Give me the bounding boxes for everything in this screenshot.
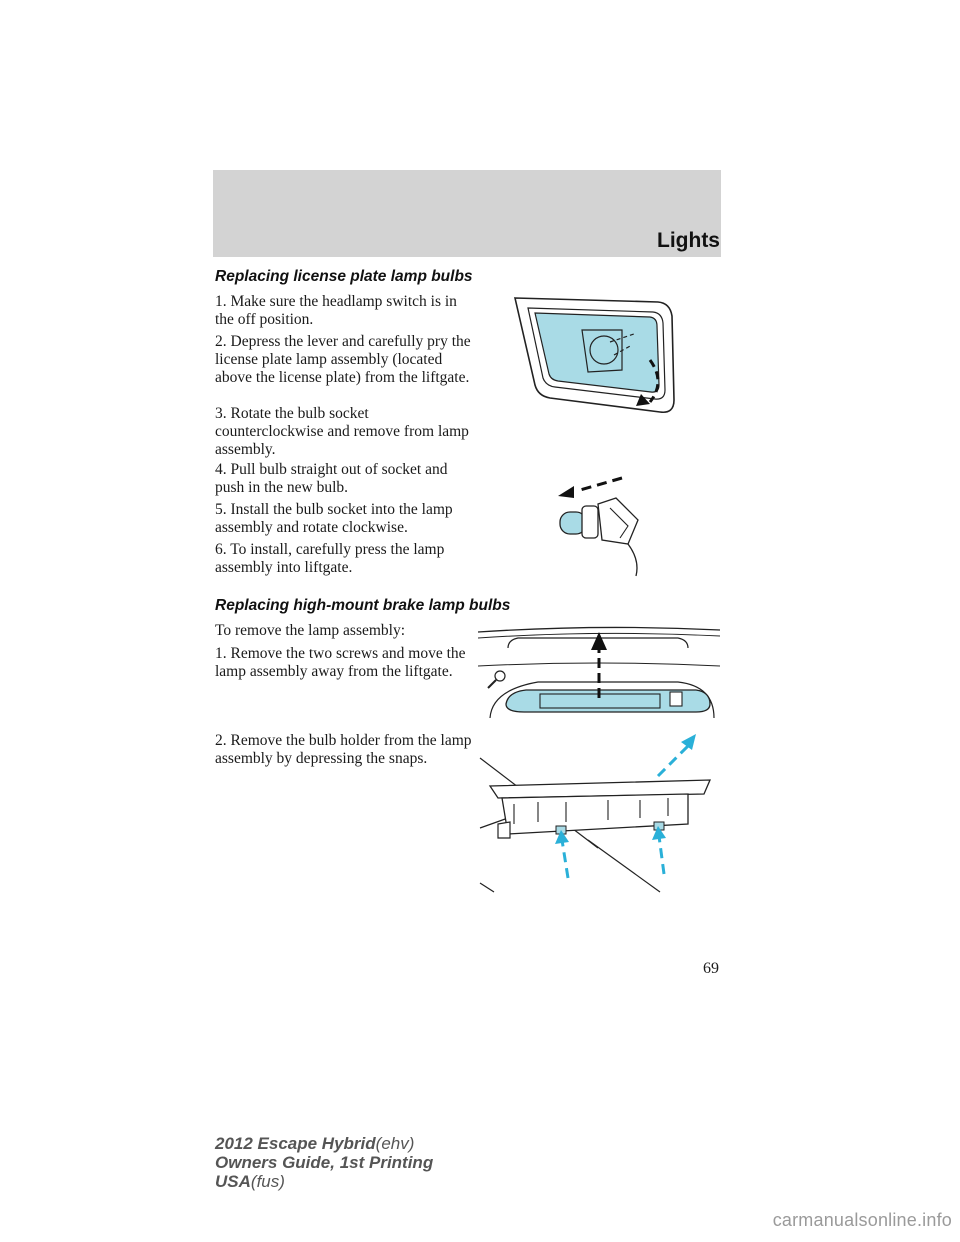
high-mount-intro: To remove the lamp assembly: <box>215 622 406 639</box>
document-footer <box>215 1134 433 1191</box>
page-number: 69 <box>703 960 719 977</box>
license-step-3: 3. Rotate the bulb socket counterclockwise and remove from lamp assembly. <box>215 405 469 458</box>
footer-market-code: (fus) <box>250 1172 285 1191</box>
watermark: carmanualsonline.info <box>772 1210 952 1230</box>
high-mount-lamp-removal-figure <box>478 620 720 720</box>
footer-model: 2012 Escape Hybrid <box>215 1134 376 1153</box>
bulb-holder-snaps-figure <box>478 728 720 898</box>
footer-model-code: (ehv) <box>375 1134 415 1153</box>
license-plate-heading: Replacing license plate lamp bulbs <box>215 268 473 285</box>
footer-market: USA <box>215 1172 251 1191</box>
license-step-6: 6. To install, carefully press the lamp assembly into liftgate. <box>215 541 445 576</box>
high-mount-step-1: 1. Remove the two screws and move the lamp assembly away from the liftgate. <box>215 645 466 680</box>
license-plate-lamp-removal-figure <box>510 290 690 420</box>
section-title: Lights <box>657 229 720 252</box>
high-mount-heading: Replacing high-mount brake lamp bulbs <box>215 597 511 614</box>
license-step-5: 5. Install the bulb socket into the lamp assembly and rotate clockwise. <box>215 501 453 536</box>
license-step-4: 4. Pull bulb straight out of socket and push in the new bulb. <box>215 461 448 496</box>
section-header-band <box>213 170 721 257</box>
footer-guide-edition: Owners Guide, 1st Printing <box>215 1153 434 1172</box>
license-step-1: 1. Make sure the headlamp switch is in the off position. <box>215 293 457 328</box>
license-step-2: 2. Depress the lever and carefully pry the license plate lamp assembly (located above the license plate) from the liftgate. <box>215 333 471 386</box>
high-mount-step-2: 2. Remove the bulb holder from the lamp assembly by depressing the snaps. <box>215 732 472 767</box>
bulb-socket-figure <box>550 468 660 578</box>
